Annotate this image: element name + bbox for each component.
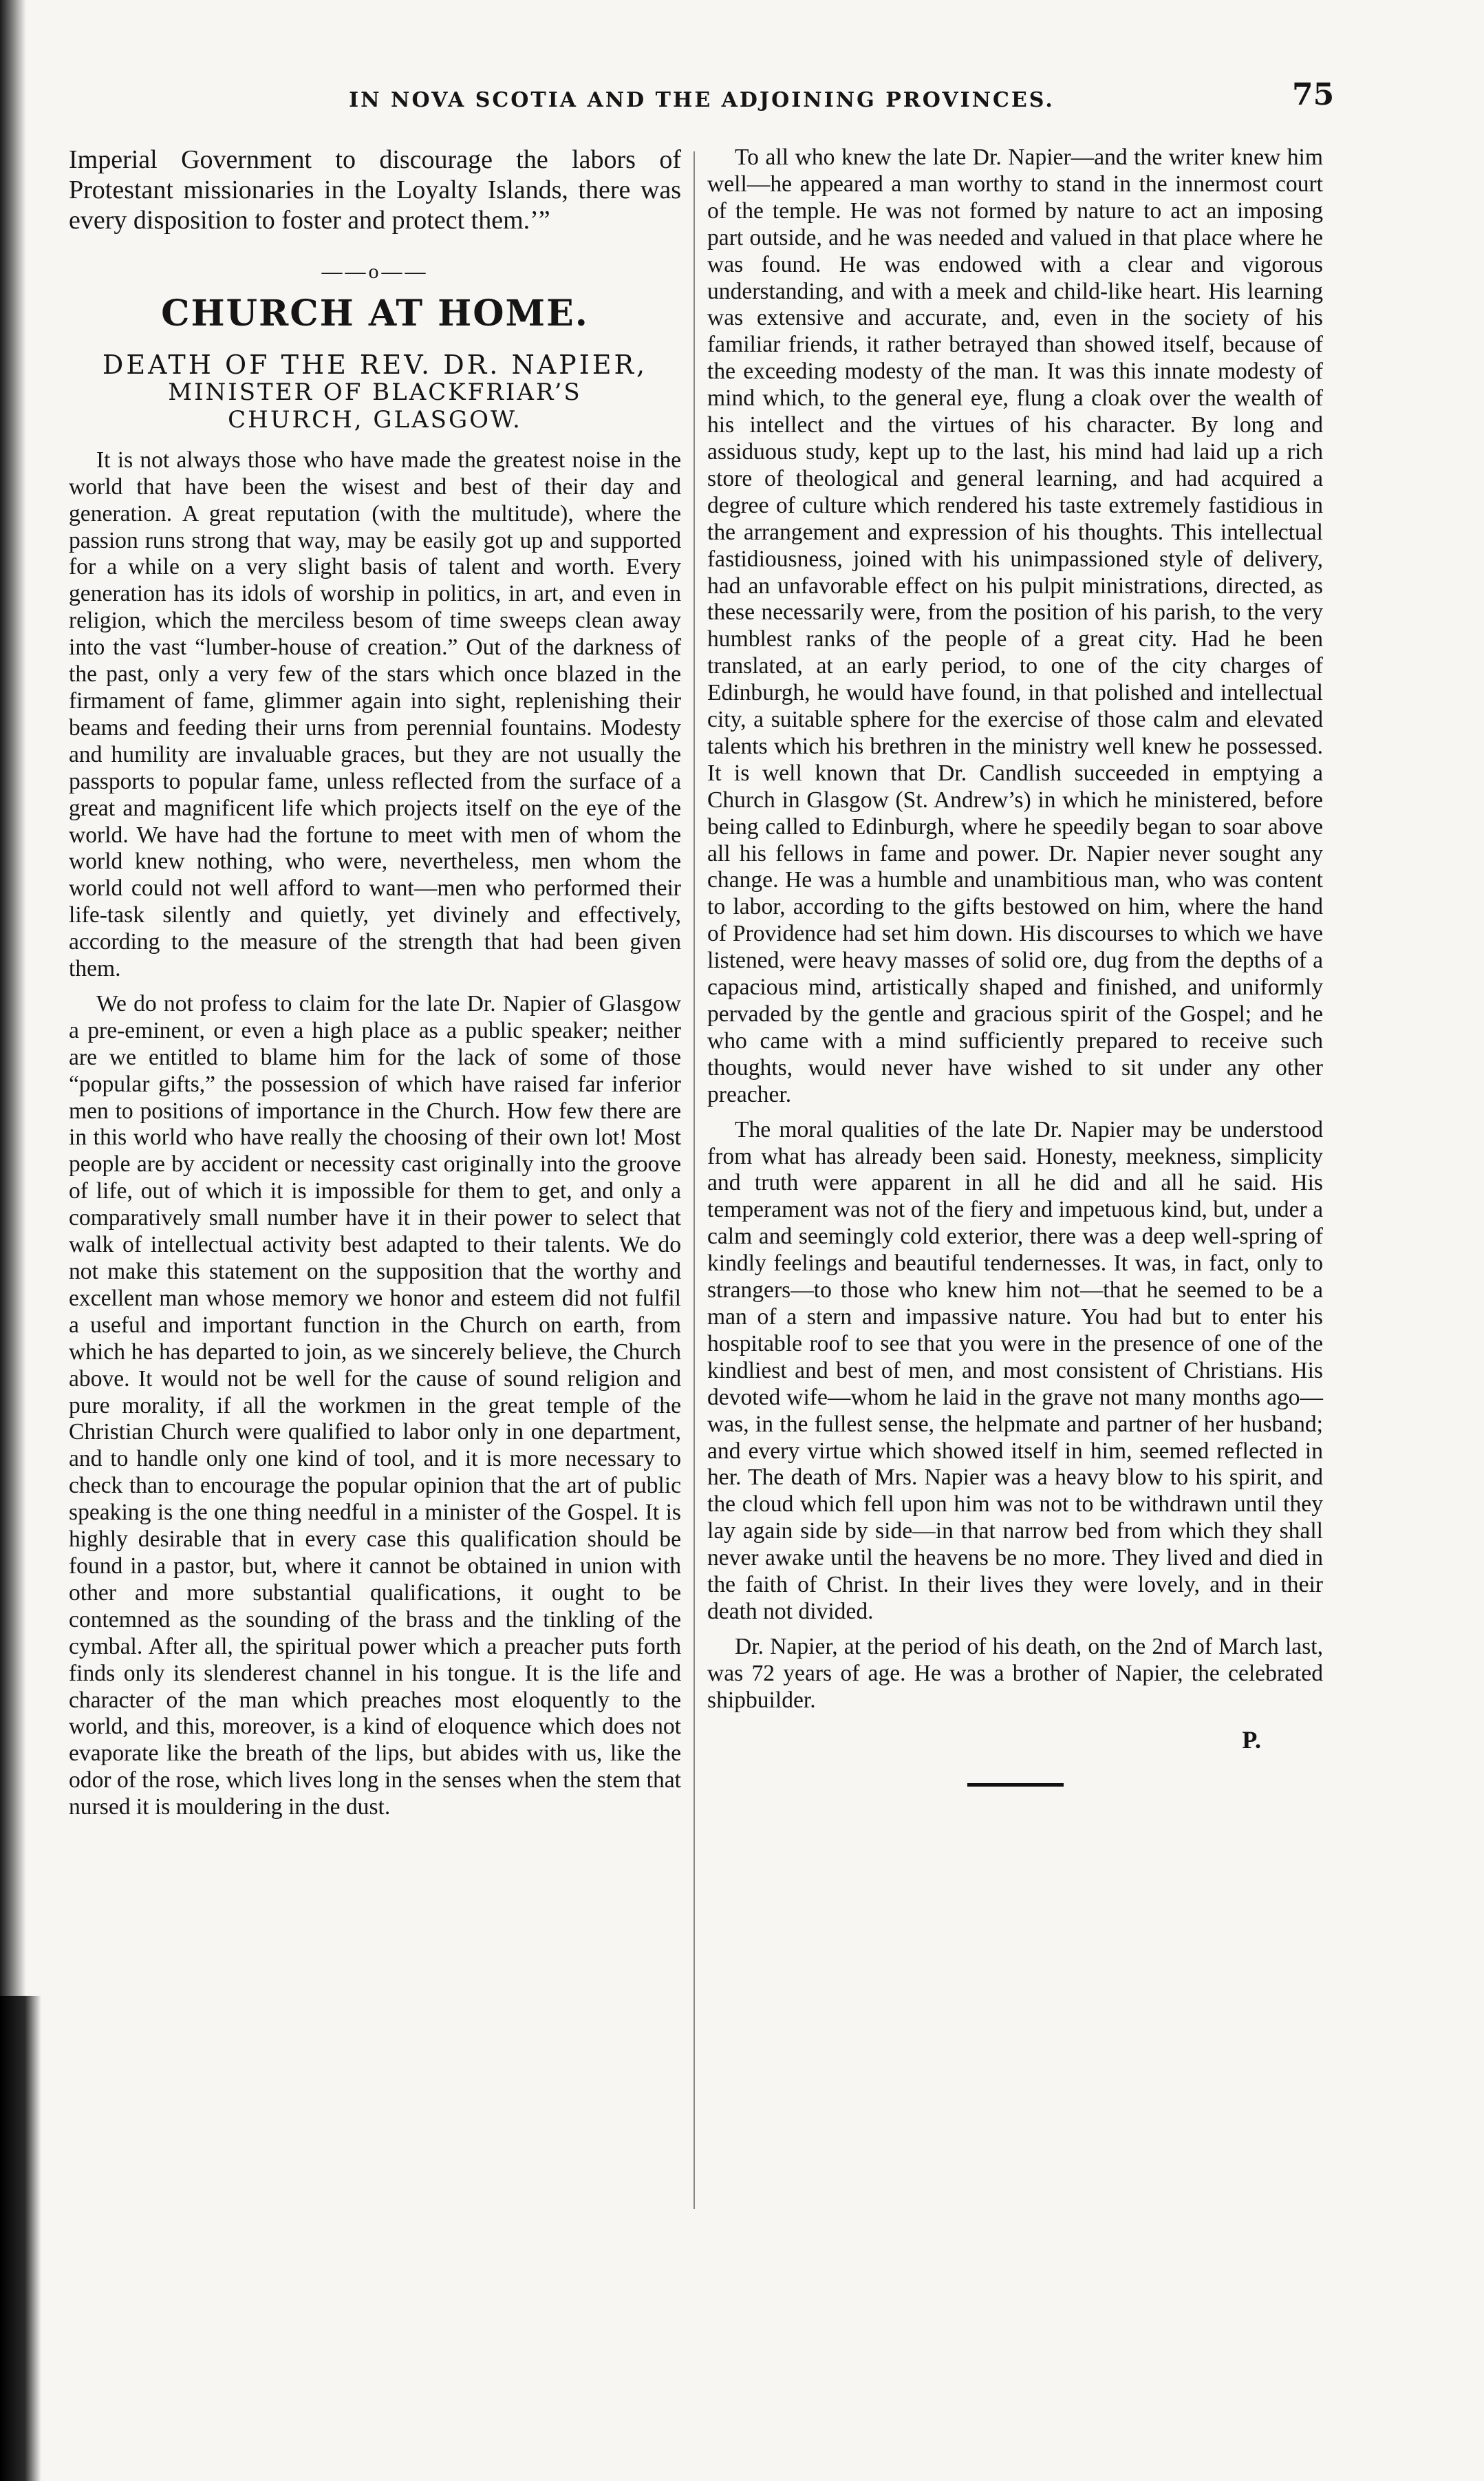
article-paragraph-3: To all who knew the late Dr. Napier—and the writer knew him well—he appeared a man worthy to stand in the innermost court of the temple. He was not formed by nature to act an imposing part outside, and he was needed and valued in that place where he was found. He was endowed with a clear and vigorous understanding, and with a meek and child-like heart. His learning was extensive and accurate, and, even in the society of his familiar friends, it rather betrayed than showed itself, because of the exceeding modesty of the man. It was this innate modesty of mind which, to the general eye, flung a cloak over the wealth of his intellect and the virtues of his character. By long and assiduous study, kept up to the last, his mind had laid up a rich store of theological and general learning, and had acquired a degree of culture which rendered his taste extremely fastidious in the arrangement and expression of his thoughts. This intellectual fastidiousness, joined with his unimpassioned style of delivery, had an unfavorable effect on his pulpit ministrations, directed, as these necessarily were, from the position of his parish, to the very humblest ranks of the people of a great city. Had he been translated, at an early period, to one of the city charges of Edinburgh, he would have found, in that polished and intellectual city, a suitable sphere for the exercise of those calm and elevated talents which his brethren in the ministry well knew he possessed. It is well known that Dr. Candlish succeeded in emptying a Church in Glasgow (St. Andrew’s) in which he ministered, before being called to Edinburgh, where he speedily began to soar above all his fellows in fame and power. Dr. Napier never sought any change. He was a humble and unambitious man, who was content to labor, according to the gifts bestowed on him, where the hand of Providence had set him down. His discourses to which we have listened, were heavy masses of solid ore, dug from the depths of a capacious mind, artistically shaped and finished, and uniformly pervaded by the gentle and gracious spirit of the Gospel; and he who came with a mind sufficiently prepared to receive such thoughts, would never have wished to sit under any other preacher. [707, 145, 1323, 1107]
right-column [707, 145, 1323, 1787]
left-column [69, 145, 681, 1821]
page-number: 75 [1292, 77, 1335, 112]
author-signature: P. [1242, 1725, 1261, 1754]
column-rule [693, 151, 695, 2209]
article-title [69, 351, 681, 434]
scan-shadow-edge-lower [0, 1996, 41, 2481]
section-title: CHURCH AT HOME. [161, 292, 589, 334]
article-paragraph-1: It is not always those who have made the greatest noise in the world that have been the wisest and best of their day and generation. A great reputation (with the multitude), where the passion runs strong that way, may be easily got up and supported for a while on a very slight basis of talent and worth. Every generation has its idols of worship in politics, in art, and even in religion, which the merciless besom of time sweeps clean away into the vast “lumber-house of creation.” Out of the darkness of the past, only a very few of the stars which once blazed in the firmament of fame, glimmer again into sight, replenishing their beams and feeding their urns from perennial fountains. Modesty and humility are invaluable graces, but they are not usually the passports to popular fame, unless reflected from the surface of a great and magnificent life which projects itself on the eye of the world. We have had the fortune to meet with men of whom the world knew nothing, who were, nevertheless, men whom the world could not well afford to want—men who performed their life-task silently and quietly, yet divinely and effectively, according to the measure of the strength that had been given them. [69, 447, 681, 982]
article-paragraph-2: We do not profess to claim for the late Dr. Napier of Glasgow a pre-eminent, or even a high place as a public speaker; neither are we entitled to blame him for the lack of some of those “popular gifts,” the possession of which have raised far inferior men to positions of importance in the Church. How few there are in this world who have really the choosing of their own lot! Most people are by accident or necessity cast originally into the groove of life, out of which it is impossible for them to get, and only a comparatively small number have it in their power to select that walk of intellectual activity best adapted to their talents. We do not make this statement on the supposition that the worthy and excellent man whose memory we honor and esteem did not fulfil a useful and important function in the Church on earth, from which he has departed to join, as we sincerely believe, the Church above. It would not be well for the cause of sound religion and pure morality, if all the workmen in the great temple of the Christian Church were qualified to labor only in one department, and to handle only one kind of tool, and it is more necessary to check than to encourage the popular opinion that the art of public speaking is the one thing needful in a minister of the Gospel. It is highly desirable that in every case this qualification should be found in a pastor, but, where it cannot be obtained in union with other and more substantial qualifications, it ought to be contemned as the sounding of the brass and the tinkling of the cymbal. After all, the spiritual power which a preacher puts forth finds only its slenderest channel in his tongue. It is the life and character of the man which preaches most eloquently to the world, and this, moreover, is a kind of eloquence which does not evaporate like the breath of the lips, but abides with us, like the odor of the rose, which lives long in the senses when the stem that nursed it is mouldering in the dust. [69, 990, 681, 1820]
continuation-paragraph: Imperial Government to discourage the labors of Protestant missionaries in the Loyalty Islands, there was every disposition to foster and protect them.’” [69, 145, 681, 235]
running-head: IN NOVA SCOTIA AND THE ADJOINING PROVINCES. [349, 88, 1055, 112]
article-title-line-3: CHURCH, GLASGOW. [228, 405, 522, 434]
end-rule [967, 1783, 1064, 1787]
article-paragraph-5: Dr. Napier, at the period of his death, on the 2nd of March last, was 72 years of age. He was a brother of Napier, the celebrated shipbuilder. [707, 1633, 1323, 1713]
article-paragraph-4: The moral qualities of the late Dr. Napier may be understood from what has already been said. Honesty, meekness, simplicity and truth were apparent in all he did and all he said. His temperament was not of the fiery and impetuous kind, but, under a calm and seemingly cold exterior, there was a deep well-spring of kindly feelings and beautiful tendernesses. It was, in fact, only to strangers—to those who knew him not—that he seemed to be a man of a stern and impassive nature. You had but to enter his hospitable roof to see that you were in the presence of one of the kindliest and best of men, and most consistent of Christians. His devoted wife—whom he laid in the grave not many months ago—was, in the fullest sense, the helpmate and partner of her husband; and every virtue which showed itself in him, seemed reflected in her. The death of Mrs. Napier was a heavy blow to his spirit, and the cloud which fell upon him was not to be withdrawn until they lay again side by side—in that narrow bed from which they shall never awake until the heavens be no more. They lived and died in the faith of Christ. In their lives they were lovely, and in their death not divided. [707, 1116, 1323, 1624]
article-title-line-2: MINISTER OF BLACKFRIAR’S [168, 378, 582, 406]
section-divider: ——o—— [321, 260, 429, 283]
article-title-line-1: DEATH OF THE REV. DR. NAPIER, [102, 349, 648, 380]
